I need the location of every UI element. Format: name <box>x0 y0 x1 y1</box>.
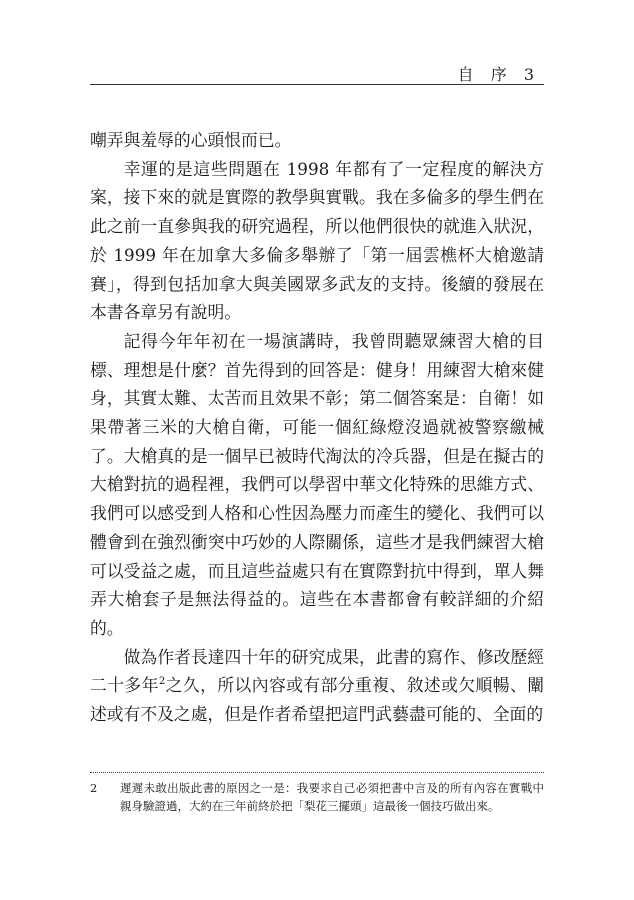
paragraph-continued: 嘲弄與羞辱的心頭恨而已。 <box>90 130 292 150</box>
footnote <box>90 779 544 815</box>
paragraph-text-before-note: 做為作者長達四十年的研究成果，此書的寫作、修改歷經二十多年 <box>90 646 544 696</box>
footnote-text: 遲遲未敢出版此書的原因之一是：我要求自己必須把書中言及的所有內容在實戰中親身驗證過，大約在三年前終於把「梨花三擺頭」這最後一個技巧做出來。 <box>120 781 544 813</box>
footnote-divider <box>90 772 544 773</box>
footnote-number: 2 <box>90 781 98 795</box>
paragraph: 記得今年年初在一場演講時，我曾問聽眾練習大槍的目標、理想是什麼？首先得到的回答是：健身！用練習大槍來健身，其實太難、太苦而且效果不彰；第二個答案是：自衛！如果帶著三米的大槍自衛，可能一個紅綠燈沒過就被警察繳械了。大槍真的是一個早已被時代淘汰的冷兵器，但是在擬古的大槍對抗的過程裡，我們可以學習中華文化特殊的思維方式、我們可以感受到人格和心性因為壓力而產生的變化、我們可以體會到在強烈衝突中巧妙的人際關係，這些才是我們練習大槍可以受益之處，而且這些益處只有在實際對抗中得到，單人舞弄大槍套子是無法得益的。這些在本書都會有較詳細的介紹的。 <box>90 330 544 638</box>
running-head: 自 序 3 <box>457 65 540 84</box>
paragraph: 幸運的是這些問題在 1998 年都有了一定程度的解決方案，接下來的就是實際的教學與實戰。我在多倫多的學生們在此之前一直參與我的研究過程，所以他們很快的就進入狀況，於 1999 年在加拿大多倫多舉辦了「第一屆雲樵杯大槍邀請賽」，得到包括加拿大與美國眾多武友的支持。後續的發展在本書各章另有說明。 <box>90 158 544 323</box>
paragraph-with-note <box>90 643 544 729</box>
paragraph-text-after-note: 之久，所以內容或有部分重複、敘述或欠順暢、闡述或有不及之處，但是作者希望把這門武藝盡可能的、全面的 <box>90 675 544 725</box>
footnote-reference[interactable]: 2 <box>158 676 166 688</box>
page-header <box>90 62 544 85</box>
body-text <box>90 126 544 729</box>
